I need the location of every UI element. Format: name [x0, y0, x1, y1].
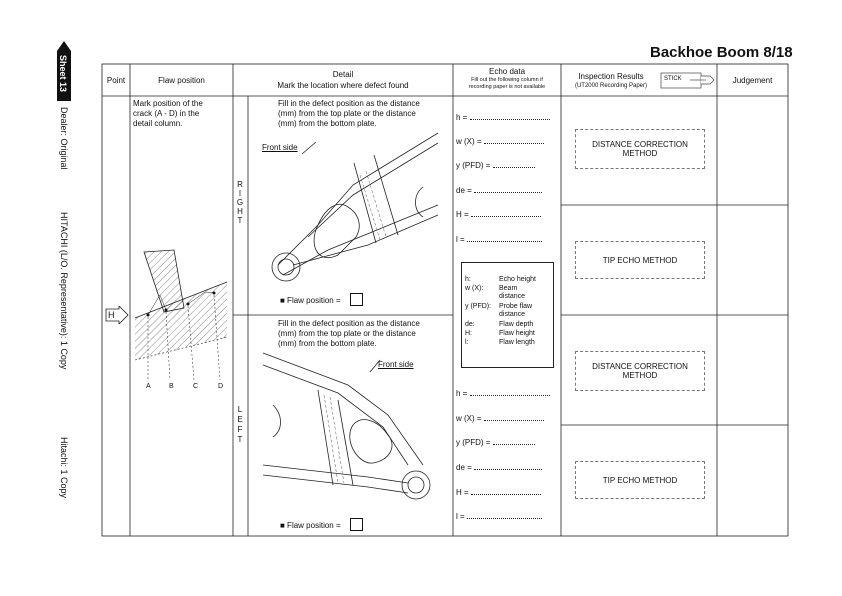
echo-right-w-label: w (X) =	[456, 137, 482, 146]
right-front-side: Front side	[262, 143, 298, 152]
crack-label-d: D	[218, 383, 224, 390]
header-results: Inspection Results	[578, 72, 644, 81]
method-box-left-tip[interactable]: TIP ECHO METHOD	[575, 461, 705, 499]
header-echo: Echo data	[488, 67, 526, 76]
flaw-text-2: crack (A - D) in the	[133, 109, 200, 118]
stick-label	[660, 71, 716, 91]
echo-right-hh-label: H =	[456, 210, 469, 219]
legend-k-4: H:	[465, 330, 472, 337]
legend-v-1: Beam distance	[499, 285, 526, 300]
legend-k-2: y (PFD):	[465, 303, 492, 310]
header-results-sub: (UT2000 Recording Paper)	[574, 83, 648, 89]
legend-k-1: w (X):	[465, 285, 484, 292]
right-instruction-1: Fill in the defect position as the distance	[278, 99, 420, 108]
echo-left-w[interactable]	[456, 414, 544, 423]
echo-right-w[interactable]	[456, 137, 544, 146]
left-flaw-position-box[interactable]	[350, 518, 363, 531]
echo-right-hh[interactable]	[456, 210, 541, 219]
echo-right-de-label: de =	[456, 186, 472, 195]
header-echo-sub1: Fill out the following column if	[471, 77, 543, 83]
echo-right-h[interactable]	[456, 113, 550, 122]
left-front-side: Front side	[378, 360, 414, 369]
echo-left-w-label: w (X) =	[456, 414, 482, 423]
header-flaw-position: Flaw position	[158, 76, 205, 85]
right-boom-drawing	[258, 125, 443, 285]
right-letter-r: R	[237, 180, 243, 189]
method-box-right-distance[interactable]: DISTANCE CORRECTION METHOD	[575, 129, 705, 169]
right-instruction-3: (mm) from the bottom plate.	[278, 119, 377, 128]
right-letter-t: T	[237, 216, 243, 225]
crack-diagram	[130, 240, 233, 390]
hitachi-copy: Hitachi: 1 Copy	[59, 437, 69, 499]
point-marker	[105, 306, 129, 324]
echo-right-l-label: l =	[456, 235, 465, 244]
header-point: Point	[106, 76, 126, 85]
crack-label-a: A	[146, 383, 151, 390]
left-letter-f: F	[237, 425, 243, 434]
method-box-right-tip[interactable]: TIP ECHO METHOD	[575, 241, 705, 279]
right-flaw-position-box[interactable]	[350, 293, 363, 306]
right-letter-h: H	[237, 207, 243, 216]
dealer-copy: Dealer: Original	[59, 107, 69, 170]
sheet-label: Sheet 13	[58, 55, 68, 93]
echo-left-l-label: l =	[456, 512, 465, 521]
echo-left-de-label: de =	[456, 463, 472, 472]
legend-v-2: Probe flaw distance	[499, 303, 533, 318]
legend-v-4: Flaw height	[499, 330, 535, 337]
crack-label-c: C	[193, 383, 199, 390]
echo-right-h-label: h =	[456, 113, 468, 122]
echo-left-hh[interactable]	[456, 488, 541, 497]
legend-k-3: de:	[465, 321, 475, 328]
echo-right-y-label: y (PFD) =	[456, 161, 491, 170]
echo-left-hh-label: H =	[456, 488, 469, 497]
echo-right-l[interactable]	[456, 235, 542, 244]
legend-k-5: l:	[465, 339, 469, 346]
stick-text: STICK	[664, 76, 682, 82]
legend-v-0: Echo height	[499, 276, 536, 283]
echo-left-de[interactable]	[456, 463, 542, 472]
left-instruction-2: (mm) from the top plate or the distance	[278, 329, 416, 338]
left-letter-l: L	[237, 405, 243, 414]
legend-v-5: Flaw length	[499, 339, 535, 346]
page-title: Backhoe Boom 8/18	[650, 44, 793, 61]
header-echo-sub2: recording paper is not available	[468, 84, 546, 90]
crack-label-b: B	[169, 383, 174, 390]
right-letter-g: G	[236, 198, 244, 207]
echo-left-y-label: y (PFD) =	[456, 438, 491, 447]
header-detail-sub: Mark the location where defect found	[277, 81, 409, 90]
point-label: H	[108, 310, 115, 320]
echo-right-y[interactable]	[456, 161, 535, 170]
echo-right-de[interactable]	[456, 186, 542, 195]
right-instruction-2: (mm) from the top plate or the distance	[278, 109, 416, 118]
left-flaw-position: ■ Flaw position =	[280, 521, 341, 530]
echo-left-h[interactable]	[456, 389, 550, 398]
left-letter-e: E	[237, 415, 243, 424]
left-boom-drawing	[258, 345, 443, 505]
hitachi-lo-copy: HITACHI (L/O. Representative): 1 Copy	[59, 212, 69, 370]
method-box-left-distance[interactable]: DISTANCE CORRECTION METHOD	[575, 351, 705, 391]
echo-left-h-label: h =	[456, 389, 468, 398]
left-instruction-3: (mm) from the bottom plate.	[278, 339, 377, 348]
flaw-text-3: detail column.	[133, 119, 183, 128]
flaw-text-1: Mark position of the	[133, 99, 203, 108]
header-detail: Detail	[332, 70, 354, 79]
legend-k-0: h:	[465, 276, 471, 283]
echo-left-l[interactable]	[456, 512, 542, 521]
right-letter-i: I	[238, 189, 242, 198]
left-instruction-1: Fill in the defect position as the distance	[278, 319, 420, 328]
echo-left-y[interactable]	[456, 438, 535, 447]
right-flaw-position: ■ Flaw position =	[280, 296, 341, 305]
legend-v-3: Flaw depth	[499, 321, 534, 328]
left-letter-t: T	[237, 435, 243, 444]
header-judgement: Judgement	[732, 76, 773, 85]
